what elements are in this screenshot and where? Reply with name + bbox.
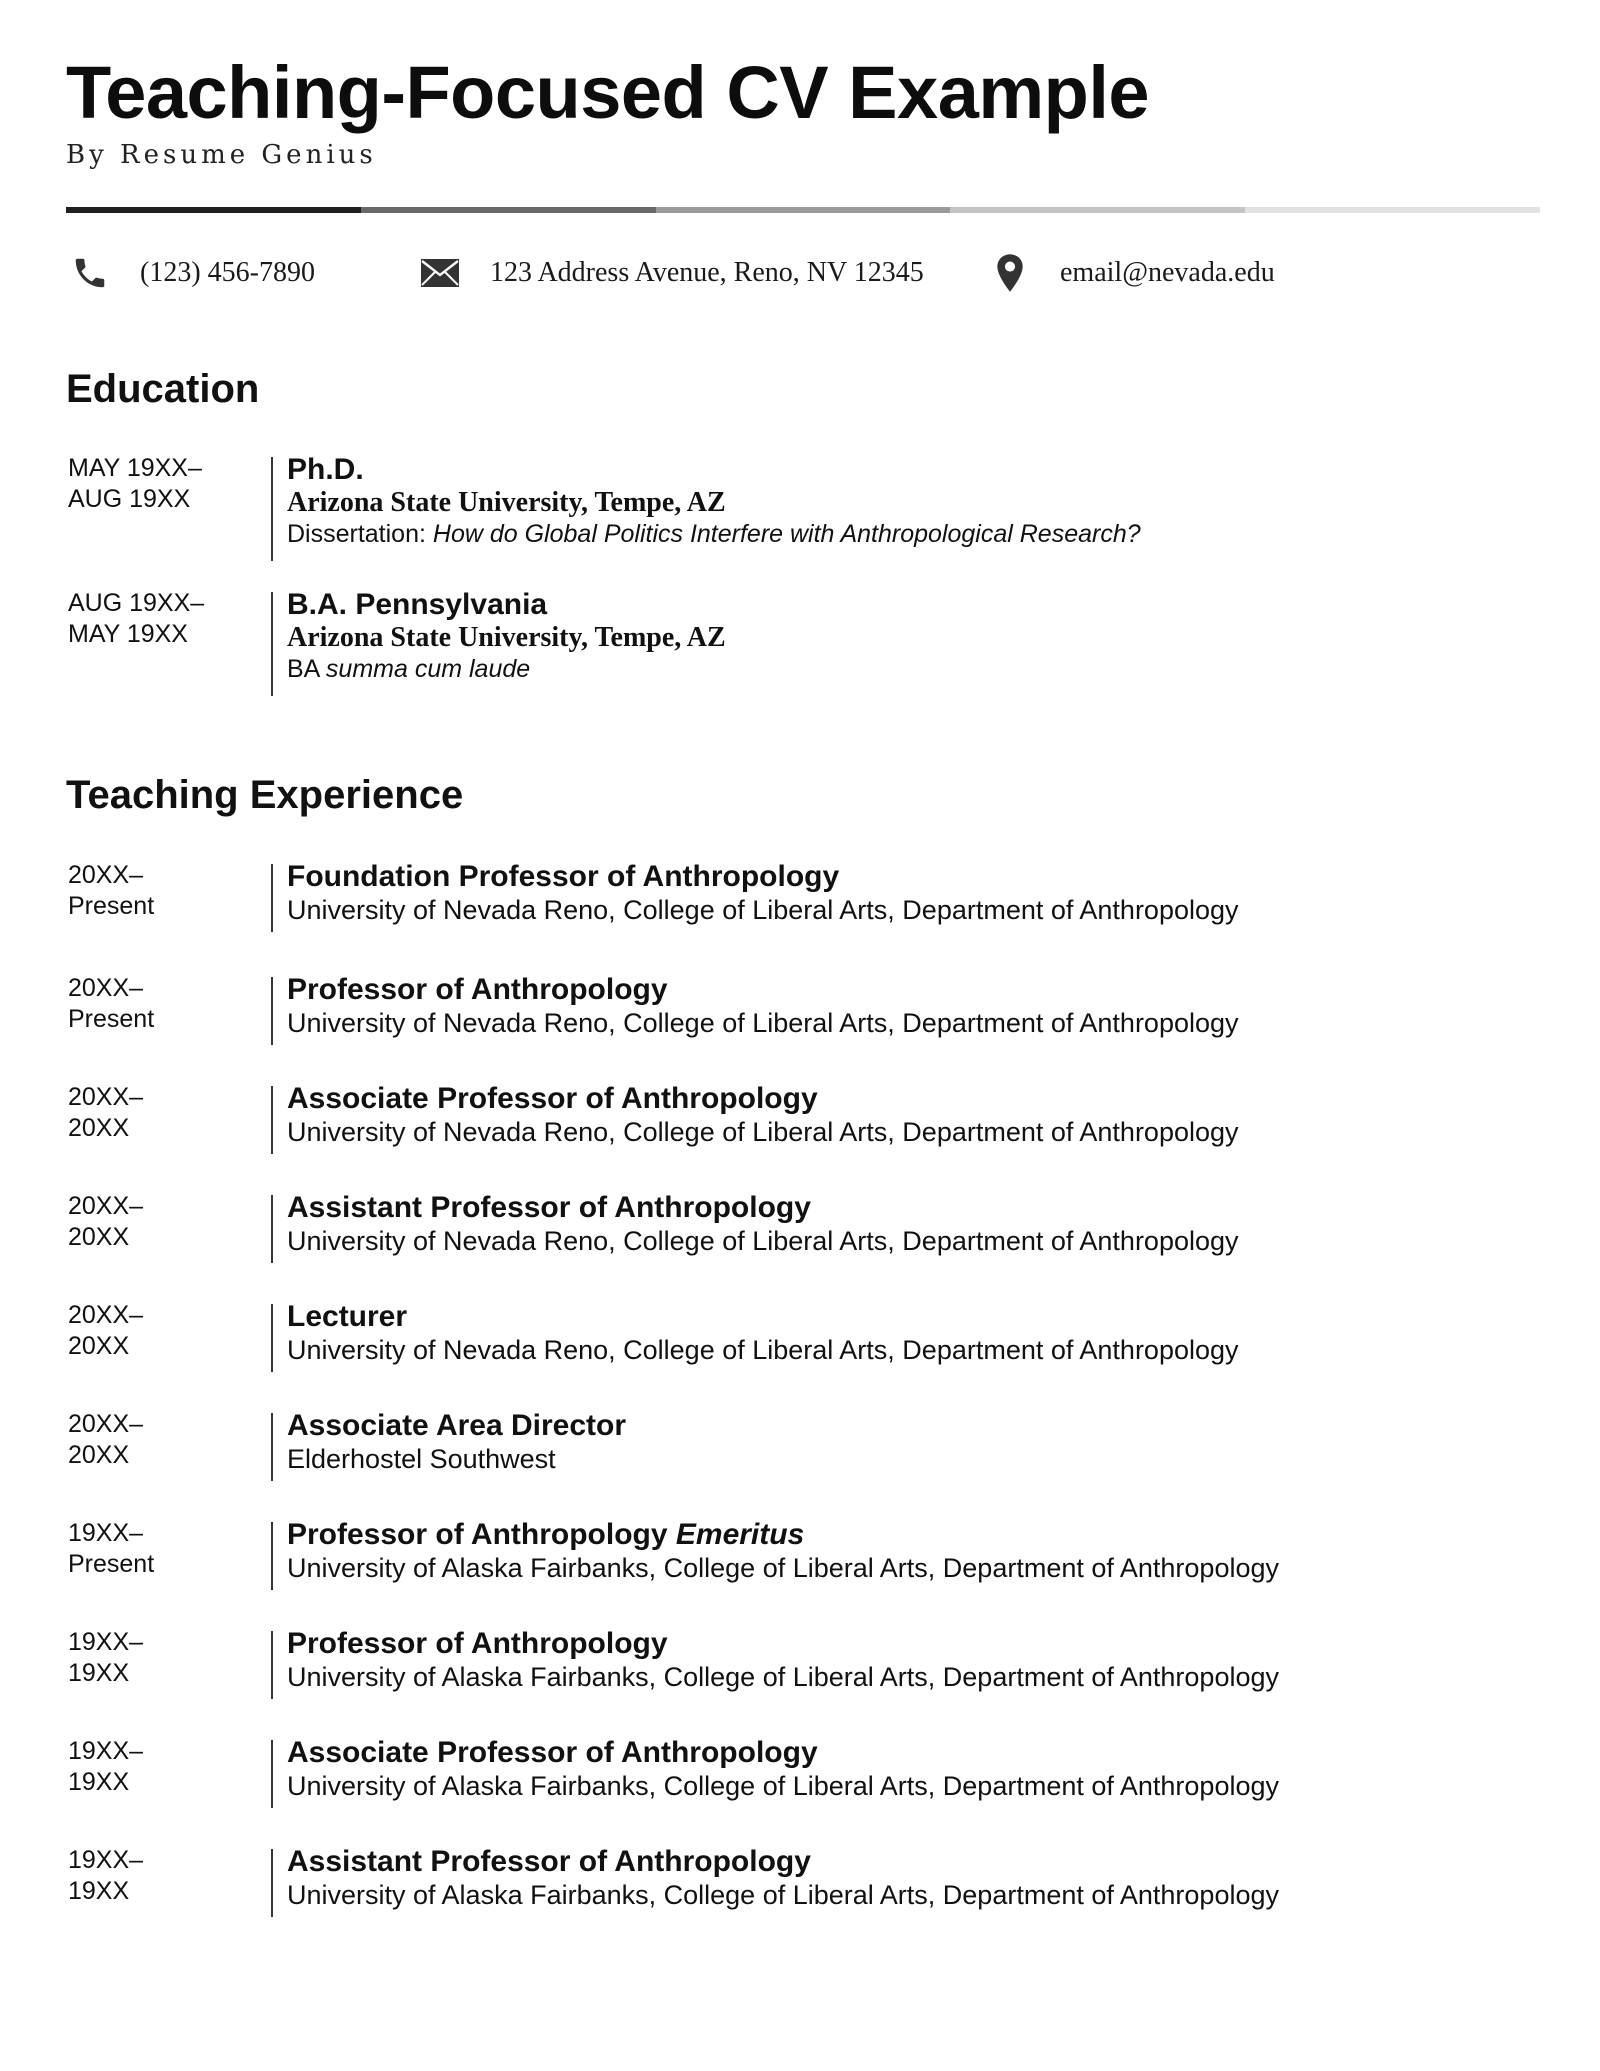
entry-details (287, 1082, 1527, 1148)
location-pin-icon (988, 251, 1032, 295)
school-name: Arizona State University, Tempe, AZ (287, 622, 726, 653)
date-end: Present (68, 892, 155, 920)
date-end: Present (68, 1550, 155, 1578)
envelope-icon (418, 251, 462, 295)
note-prefix: Dissertation: (287, 520, 433, 548)
job-title (287, 1627, 1527, 1661)
organization: Elderhostel Southwest (287, 1444, 556, 1474)
divider-segment (1245, 207, 1540, 213)
entry-dates (68, 1736, 248, 1798)
entry-details (287, 860, 1527, 926)
entry-details (287, 973, 1527, 1039)
divider-segment (656, 207, 951, 213)
byline: By Resume Genius (66, 140, 377, 170)
entry-dates (68, 1845, 248, 1907)
entry-details (287, 453, 1527, 549)
job-title (287, 1518, 1527, 1552)
entry-dates (68, 453, 248, 515)
address-text: 123 Address Avenue, Reno, NV 12345 (490, 257, 924, 288)
entry-divider (271, 1413, 273, 1481)
cv-title: Teaching-Focused CV Example (66, 51, 1150, 134)
degree-note (287, 654, 1527, 684)
entry-details (287, 1627, 1527, 1693)
degree-note (287, 519, 1527, 549)
entry-divider (271, 1740, 273, 1808)
entry-details (287, 1736, 1527, 1802)
entry-details (287, 1845, 1527, 1911)
entry-details (287, 1191, 1527, 1257)
header-divider (66, 207, 1540, 213)
date-end: 19XX (68, 1877, 130, 1905)
date-start: 20XX– (68, 974, 144, 1002)
organization: University of Alaska Fairbanks, College of Liberal Arts, Department of Anthropology (287, 1880, 1279, 1910)
entry-divider (271, 1195, 273, 1263)
date-end: 20XX (68, 1223, 130, 1251)
contact-phone (68, 250, 315, 296)
entry-divider (271, 457, 273, 561)
entry-divider (271, 977, 273, 1045)
organization: University of Alaska Fairbanks, College of Liberal Arts, Department of Anthropology (287, 1553, 1279, 1583)
entry-divider (271, 864, 273, 932)
entry-divider (271, 1304, 273, 1372)
job-title-text: Associate Professor of Anthropology (287, 1082, 818, 1115)
organization: University of Alaska Fairbanks, College of Liberal Arts, Department of Anthropology (287, 1771, 1279, 1801)
entry-dates (68, 1518, 248, 1580)
divider-segment (361, 207, 656, 213)
job-title-text: Professor of Anthropology (287, 1627, 668, 1660)
date-end: 20XX (68, 1114, 130, 1142)
entry-dates (68, 1191, 248, 1253)
divider-segment (950, 207, 1245, 213)
honors: summa cum laude (325, 655, 531, 683)
entry-divider (271, 1631, 273, 1699)
job-title-text: Assistant Professor of Anthropology (287, 1845, 811, 1878)
education-heading: Education (66, 367, 260, 411)
phone-icon (68, 251, 112, 295)
job-title (287, 973, 1527, 1007)
job-title (287, 1409, 1527, 1443)
divider-segment (66, 207, 361, 213)
job-title (287, 1082, 1527, 1116)
entry-details (287, 588, 1527, 684)
job-title (287, 1300, 1527, 1334)
entry-details (287, 1409, 1527, 1475)
entry-dates (68, 588, 248, 650)
date-start: 19XX– (68, 1846, 144, 1874)
school-name: Arizona State University, Tempe, AZ (287, 487, 726, 518)
entry-divider (271, 1086, 273, 1154)
date-start: 19XX– (68, 1628, 144, 1656)
date-end: AUG 19XX (68, 485, 191, 513)
entry-divider (271, 1849, 273, 1917)
date-end: 19XX (68, 1768, 130, 1796)
date-start: 20XX– (68, 1083, 144, 1111)
entry-dates (68, 1300, 248, 1362)
date-start: 20XX– (68, 861, 144, 889)
dissertation-title: How do Global Politics Interfere with Anthropological Research? (432, 520, 1141, 548)
date-end: 20XX (68, 1441, 130, 1469)
entry-divider (271, 1522, 273, 1590)
entry-dates (68, 1082, 248, 1144)
organization: University of Nevada Reno, College of Liberal Arts, Department of Anthropology (287, 1008, 1239, 1038)
degree-title: Ph.D. (287, 453, 364, 486)
degree-title: B.A. Pennsylvania (287, 588, 548, 621)
date-start: 20XX– (68, 1410, 144, 1438)
job-title-italic: Emeritus (675, 1518, 805, 1551)
job-title-text: Associate Area Director (287, 1409, 627, 1442)
date-start: AUG 19XX– (68, 589, 205, 617)
job-title-text: Professor of Anthropology (287, 1518, 676, 1551)
date-start: 19XX– (68, 1519, 144, 1547)
job-title (287, 1191, 1527, 1225)
contact-email (988, 250, 1275, 296)
job-title-text: Professor of Anthropology (287, 973, 668, 1006)
job-title (287, 1845, 1527, 1879)
teaching-heading: Teaching Experience (66, 773, 464, 817)
date-start: MAY 19XX– (68, 454, 202, 482)
organization: University of Nevada Reno, College of Liberal Arts, Department of Anthropology (287, 1226, 1239, 1256)
organization: University of Alaska Fairbanks, College of Liberal Arts, Department of Anthropology (287, 1662, 1279, 1692)
note-prefix: BA (287, 655, 326, 683)
organization: University of Nevada Reno, College of Liberal Arts, Department of Anthropology (287, 1335, 1239, 1365)
entry-dates (68, 973, 248, 1035)
job-title (287, 1736, 1527, 1770)
job-title (287, 860, 1527, 894)
job-title-text: Associate Professor of Anthropology (287, 1736, 818, 1769)
date-end: Present (68, 1005, 155, 1033)
date-end: 19XX (68, 1659, 130, 1687)
job-title-text: Foundation Professor of Anthropology (287, 860, 840, 893)
job-title-text: Lecturer (287, 1300, 408, 1333)
contact-address (418, 250, 924, 296)
entry-divider (271, 592, 273, 696)
date-start: 20XX– (68, 1301, 144, 1329)
organization: University of Nevada Reno, College of Liberal Arts, Department of Anthropology (287, 895, 1239, 925)
entry-dates (68, 1409, 248, 1471)
email-link[interactable]: email@nevada.edu (1060, 257, 1275, 288)
entry-dates (68, 860, 248, 922)
phone-number: (123) 456-7890 (140, 257, 315, 288)
date-start: 20XX– (68, 1192, 144, 1220)
entry-dates (68, 1627, 248, 1689)
date-end: MAY 19XX (68, 620, 188, 648)
job-title-text: Assistant Professor of Anthropology (287, 1191, 811, 1224)
entry-details (287, 1300, 1527, 1366)
organization: University of Nevada Reno, College of Liberal Arts, Department of Anthropology (287, 1117, 1239, 1147)
entry-details (287, 1518, 1527, 1584)
date-end: 20XX (68, 1332, 130, 1360)
date-start: 19XX– (68, 1737, 144, 1765)
